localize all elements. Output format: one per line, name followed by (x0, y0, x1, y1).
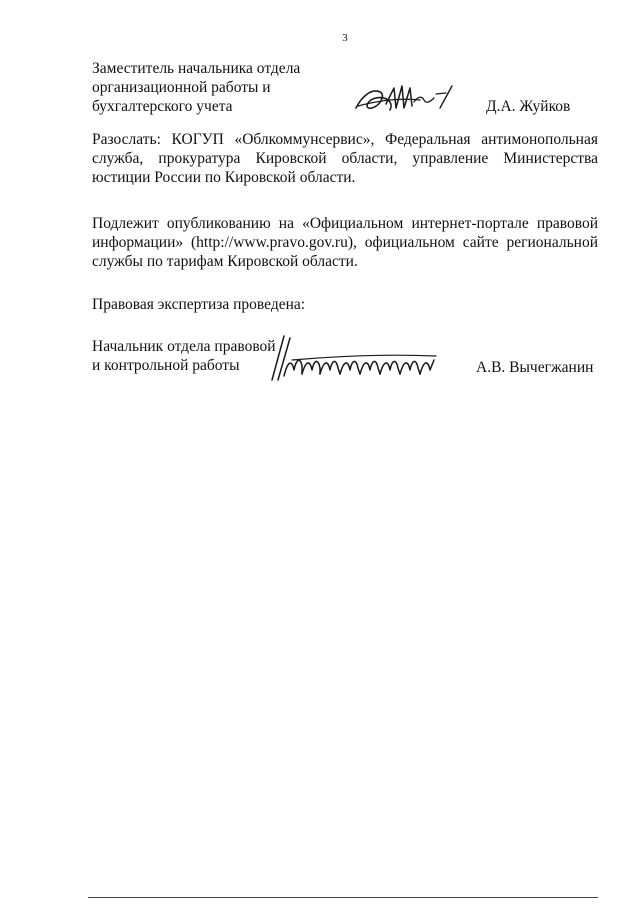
signatory-1-position-line: бухгалтерского учета (92, 98, 233, 115)
legal-review-text: Правовая экспертиза проведена: (92, 296, 306, 313)
signature-2-image (268, 330, 440, 386)
signatory-2-name: А.В. Вычегжанин (476, 359, 594, 376)
signatory-2-position-line: и контрольной работы (92, 357, 240, 374)
signatory-1-position-line: организационной работы и (92, 79, 271, 96)
signatory-1-position-line: Заместитель начальника отдела (92, 60, 301, 77)
publication-paragraph: Подлежит опубликованию на «Официальном интернет-портале правовой информации» (http://www.pravo.gov.ru), официальном сайте региональной службы по тарифам Кировской области. (92, 215, 598, 270)
page-number: 3 (342, 32, 348, 44)
signatory-1-position (92, 59, 322, 116)
signatory-2-position-line: Начальник отдела правовой (92, 338, 276, 355)
signature-1-image (350, 78, 460, 120)
bottom-border-line (88, 897, 598, 898)
signatory-1-name: Д.А. Жуйков (486, 98, 571, 115)
distribution-paragraph: Разослать: КОГУП «Облкоммунсервис», Федеральная антимонопольная служба, прокуратура Кировской области, управление Министерства юстиции России по Кировской области. (92, 131, 598, 186)
